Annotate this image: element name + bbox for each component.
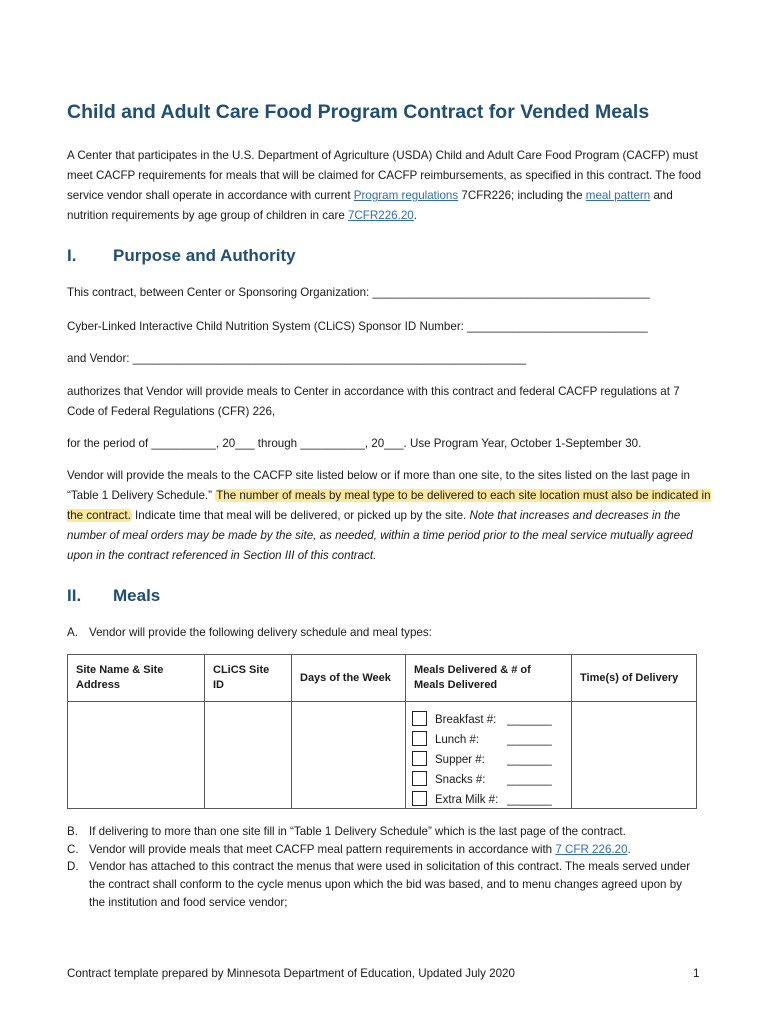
meal-label-supper: Supper #: — [435, 754, 485, 766]
table-row — [68, 702, 697, 809]
meal-row-extra-milk — [412, 786, 571, 806]
extra-milk-checkbox[interactable] — [412, 791, 427, 806]
intro-paragraph — [67, 146, 709, 226]
lunch-checkbox[interactable] — [412, 731, 427, 746]
list-text-a: Vendor will provide the following delivery schedule and meal types: — [89, 626, 432, 639]
list-text-d: Vendor has attached to this contract the menus that were used in solicitation of this contract. The meals served under the contract shall conform to the cycle menus upon which the bid was based, and to menu changes agreed upon by the institution and food service vendor; — [89, 860, 691, 909]
list-item-a — [67, 623, 432, 643]
authorizes-paragraph: authorizes that Vendor will provide meals to Center in accordance with this contract and federal CACFP regulations at 7 Code of Federal Regulations (CFR) 226, — [67, 385, 680, 418]
snacks-checkbox[interactable] — [412, 771, 427, 786]
meal-label-extra-milk: Extra Milk #: — [435, 794, 499, 806]
header-meals-delivered: Meals Delivered & # of Meals Delivered — [406, 655, 572, 702]
cell-delivery-time[interactable] — [572, 702, 697, 809]
footer-text: Contract template prepared by Minnesota Department of Education, Updated July 2020 — [67, 967, 515, 980]
list-letter-c: C. — [67, 843, 79, 856]
vendor-line: and Vendor: _____________________________________________________________ — [67, 352, 527, 365]
cfr-226-20-link-c[interactable]: 7 CFR 226.20 — [555, 843, 628, 856]
list-letter-d: D. — [67, 860, 79, 873]
page-title: Child and Adult Care Food Program Contract for Vended Meals — [67, 101, 650, 123]
meal-blank-supper[interactable]: _______ — [507, 754, 552, 766]
meal-label-lunch: Lunch #: — [435, 734, 480, 746]
supper-checkbox[interactable] — [412, 751, 427, 766]
program-regulations-link[interactable]: Program regulations — [353, 189, 459, 202]
header-days-of-week: Days of the Week — [292, 655, 406, 702]
meal-blank-lunch[interactable]: _______ — [507, 734, 552, 746]
header-site-name: Site Name & Site Address — [68, 655, 205, 702]
list-item-b — [67, 822, 707, 842]
list-text-c: Vendor will provide meals that meet CACFP meal pattern requirements in accordance with — [89, 843, 556, 856]
list-text-c-end: . — [627, 843, 631, 856]
section-1-title: Purpose and Authority — [113, 246, 296, 265]
table-header-row — [68, 655, 697, 702]
delivery-text-b: Indicate time that meal will be delivered, or picked up by the site. — [131, 509, 470, 522]
intro-text-3: and nutrition requirements by age group of children in care — [67, 189, 673, 222]
list-text-b: If delivering to more than one site fill in “Table 1 Delivery Schedule” which is the last page of the contract. — [89, 825, 626, 838]
meal-blank-breakfast[interactable]: _______ — [507, 714, 552, 726]
section-1-number: I. — [67, 246, 77, 265]
highlighted-requirement: The number of meals by meal type to be delivered to each site location must also be indicated in the contract. — [67, 489, 711, 522]
delivery-paragraph — [67, 466, 713, 566]
meal-label-snacks: Snacks #: — [435, 774, 486, 786]
list-letter-a: A. — [67, 626, 78, 639]
list-item-d — [67, 858, 697, 912]
meal-blank-extra-milk[interactable]: _______ — [507, 794, 552, 806]
delivery-note: Note that increases and decreases in the number of meal orders may be made by the site, as needed, within a time period prior to the meal service mutually agreed upon in the contract referenced in Section III of this contract. — [67, 509, 693, 562]
cell-days-of-week[interactable] — [292, 702, 406, 809]
period-line: for the period of __________, 20___ through __________, 20___. Use Program Year, October 1-September 30. — [67, 437, 642, 450]
meal-pattern-link[interactable]: meal pattern — [585, 189, 651, 202]
list-item-c — [67, 840, 707, 860]
intro-text-2: 7CFR226; including the — [458, 189, 586, 202]
cell-meals-delivered — [406, 702, 572, 809]
page-number: 1 — [693, 967, 700, 980]
section-2-title: Meals — [113, 586, 161, 605]
delivery-schedule-table — [67, 654, 697, 809]
sponsor-line: This contract, between Center or Sponsoring Organization: ___________________________________________ — [67, 286, 650, 299]
section-1-heading — [67, 246, 296, 266]
meal-row-supper — [412, 746, 571, 766]
header-delivery-time: Time(s) of Delivery — [572, 655, 697, 702]
list-letter-b: B. — [67, 825, 78, 838]
cell-site-name[interactable] — [68, 702, 205, 809]
cfr-226-20-link[interactable]: 7CFR226.20 — [347, 209, 414, 222]
clics-id-line: Cyber-Linked Interactive Child Nutrition System (CLiCS) Sponsor ID Number: ____________________________ — [67, 320, 648, 333]
meal-row-lunch — [412, 726, 571, 746]
meal-row-snacks — [412, 766, 571, 786]
breakfast-checkbox[interactable] — [412, 711, 427, 726]
intro-text-4: . — [413, 209, 417, 222]
section-2-number: II. — [67, 586, 82, 605]
cell-clics-site-id[interactable] — [205, 702, 292, 809]
delivery-text-a: Vendor will provide the meals to the CACFP site listed below or if more than one site, to the sites listed on the last page in “Table 1 Delivery Schedule.” — [67, 469, 690, 502]
meal-blank-snacks[interactable]: _______ — [507, 774, 552, 786]
intro-text-1: A Center that participates in the U.S. Department of Agriculture (USDA) Child and Adult Care Food Program (CACFP) must meet CACFP requirements for meals that will be claimed for CACFP reimbursements, as specified in this contract. The food service vendor shall operate in accordance with current — [67, 149, 702, 202]
meal-row-breakfast — [412, 706, 571, 726]
section-2-heading — [67, 586, 160, 606]
header-clics-site-id: CLiCS Site ID — [205, 655, 292, 702]
meal-label-breakfast: Breakfast #: — [435, 714, 497, 726]
